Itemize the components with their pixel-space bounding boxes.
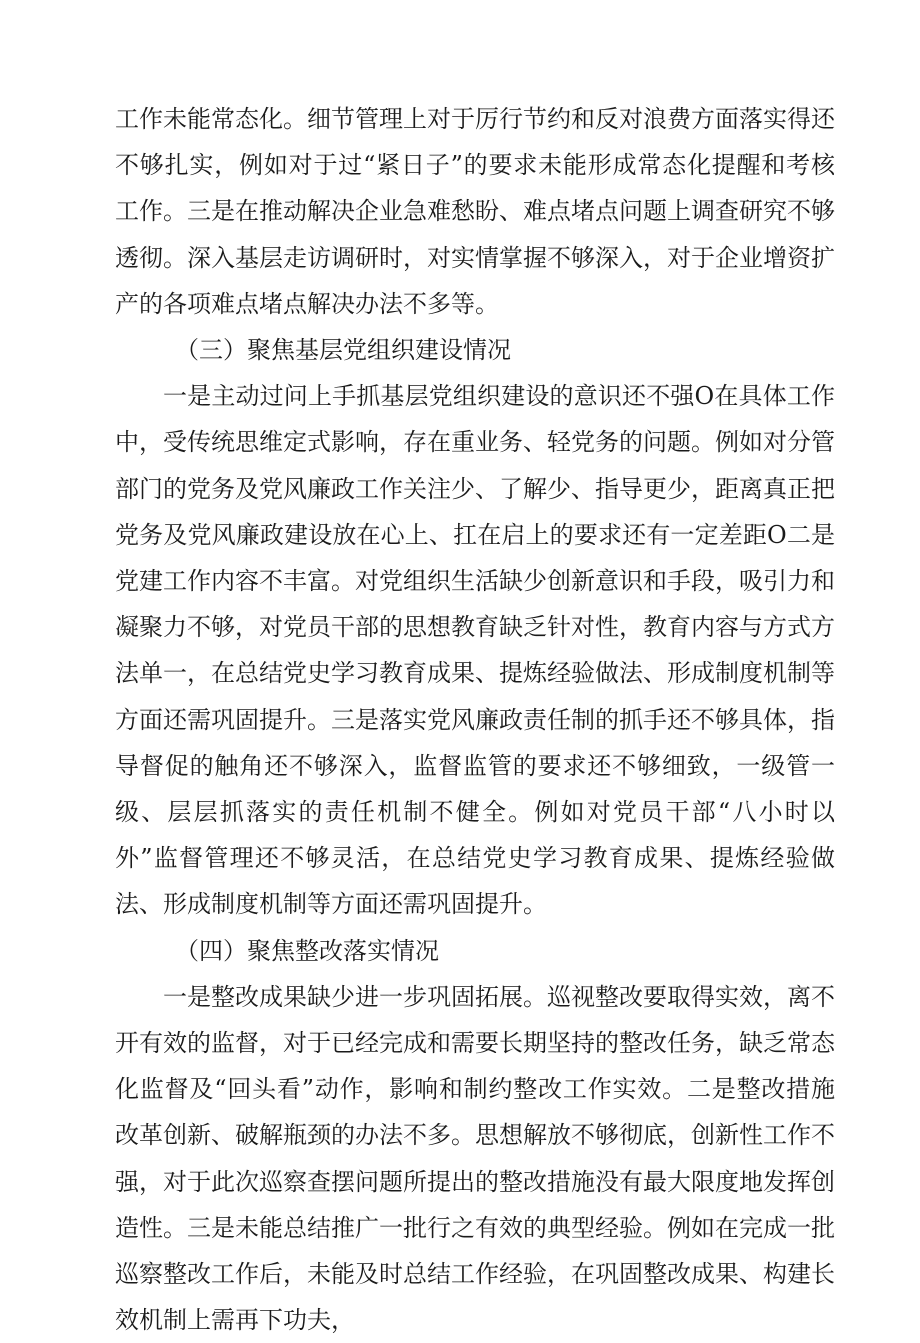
paragraph-continuation: 工作未能常态化。细节管理上对于厉行节约和反对浪费方面落实得还不够扎实，例如对于过“紧日子”的要求未能形成常态化提醒和考核工作。三是在推动解决企业急难愁盼、难点堵点问题上调查研究不够透彻。深入基层走访调研时，对实情掌握不够深入，对于企业增资扩产的各项难点堵点解决办法不多等。: [115, 105, 835, 318]
section-heading-three: （三）聚焦基层党组织建设情况: [175, 336, 511, 365]
paragraph-party-building: 一是主动过问上手抓基层党组织建设的意识还不强O在具体工作中，受传统思维定式影响，存在重业务、轻党务的问题。例如对分管部门的党务及党风廉政工作关注少、了解少、指导更少，距离真正把党务及党风廉政建设放在心上、扛在启上的要求还有一定差距O二是党建工作内容不丰富。对党组织生活缺少创新意识和手段，吸引力和凝聚力不够，对党员干部的思想教育缺乏针对性，教育内容与方式方法单一，在总结党史学习教育成果、提炼经验做法、形成制度机制等方面还需巩固提升。三是落实党风廉政责任制的抓手还不够具体，指导督促的触角还不够深入，监督监管的要求还不够细致，一级管一级、层层抓落实的责任机制不健全。例如对党员干部“八小时以外”监督管理还不够灵活，在总结党史学习教育成果、提炼经验做法、形成制度机制等方面还需巩固提升。: [115, 382, 835, 919]
document-body: [115, 96, 835, 1343]
paragraph-rectification: 一是整改成果缺少进一步巩固拓展。巡视整改要取得实效，离不开有效的监督，对于已经完成和需要长期坚持的整改任务，缺乏常态化监督及“回头看”动作，影响和制约整改工作实效。二是整改措施改革创新、破解瓶颈的办法不多。思想解放不够彻底，创新性工作不强，对于此次巡察查摆问题所提出的整改措施没有最大限度地发挥创造性。三是未能总结推广一批行之有效的典型经验。例如在完成一批巡察整改工作后，未能及时总结工作经验，在巩固整改成果、构建长效机制上需再下功夫，: [115, 982, 835, 1335]
section-heading-four: （四）聚焦整改落实情况: [175, 936, 439, 965]
